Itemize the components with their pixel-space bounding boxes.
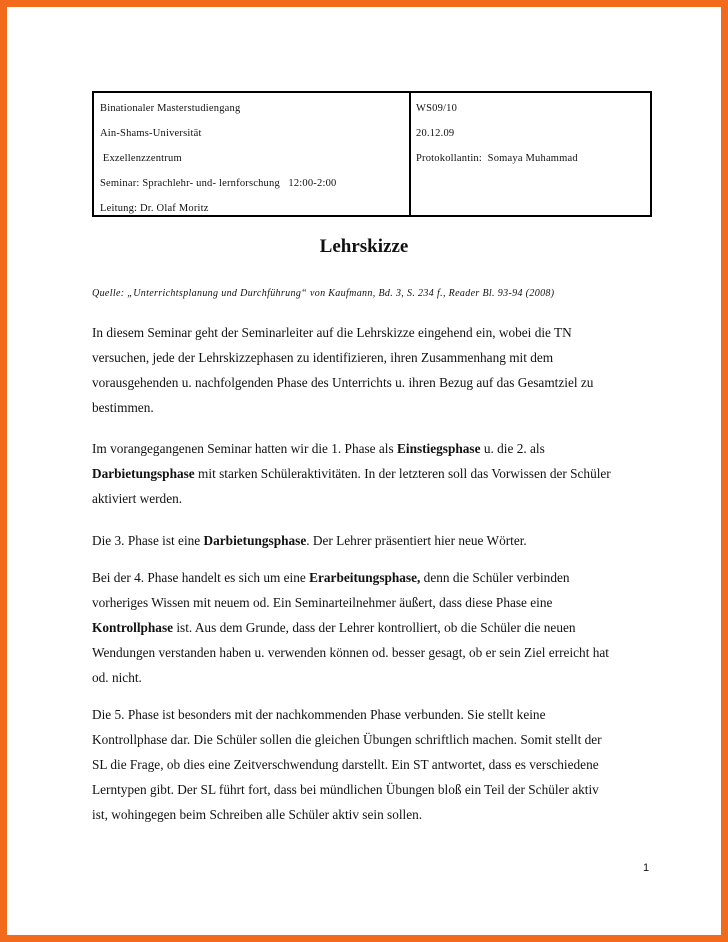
text-line (92, 395, 652, 420)
text-run: ist. Aus dem Grunde, dass der Lehrer kontrolliert, ob die Schüler die neuen (173, 620, 576, 635)
text-line (92, 565, 652, 590)
header-left-column (94, 93, 411, 215)
university-name: Ain-Shams-Universität (100, 128, 202, 139)
seminar-leader: Leitung: Dr. Olaf Moritz (100, 203, 209, 214)
text-run: denn die Schüler verbinden (420, 570, 570, 585)
text-line (92, 615, 652, 640)
text-run: Die 3. Phase ist eine (92, 533, 204, 548)
header-right-column (411, 93, 650, 215)
semester: WS09/10 (416, 103, 458, 114)
paragraph-2 (92, 436, 652, 511)
text-run: ist, wohingegen beim Schreiben alle Schüler aktiv sein sollen. (92, 807, 423, 822)
text-run: mit starken Schüleraktivitäten. In der letzteren soll das Vorwissen der Schüler (194, 466, 611, 481)
text-line (92, 702, 652, 727)
text-line (92, 320, 652, 345)
text-run: Im vorangegangenen Seminar hatten wir die 1. Phase als (92, 441, 397, 456)
bold-term: Darbietungsphase (203, 533, 307, 548)
text-run: Lerntypen gibt. Der SL führt fort, dass bei mündlichen Übungen bloß ein Teil der Schüler aktiv (92, 782, 599, 797)
page-number: 1 (643, 862, 650, 874)
paragraph-1 (92, 320, 652, 420)
paragraph-3 (92, 528, 652, 553)
text-line (92, 461, 652, 486)
bold-term: Erarbeitungsphase, (309, 570, 421, 585)
text-line (92, 370, 652, 395)
text-run: vorheriges Wissen mit neuem od. Ein Seminarteilnehmer äußert, dass diese Phase eine (92, 595, 553, 610)
text-run: Bei der 4. Phase handelt es sich um eine (92, 570, 310, 585)
program-name: Binationaler Masterstudiengang (100, 103, 241, 114)
text-line (92, 640, 652, 665)
text-run: In diesem Seminar geht der Seminarleiter auf die Lehrskizze eingehend ein, wobei die TN (92, 325, 572, 340)
text-run: bestimmen. (92, 400, 154, 415)
paragraph-5 (92, 702, 652, 827)
bold-term: Darbietungsphase (92, 466, 195, 481)
bold-term: Einstiegsphase (397, 441, 481, 456)
text-run: Wendungen verstanden haben u. verwenden können od. besser gesagt, ob er sein Ziel erreicht hat (92, 645, 609, 660)
date: 20.12.09 (416, 128, 455, 139)
source-citation: Quelle: „Unterrichtsplanung und Durchführung“ von Kaufmann, Bd. 3, S. 234 f., Reader Bl. 93-94 (2008) (92, 288, 555, 299)
text-run: od. nicht. (92, 670, 142, 685)
text-line (92, 777, 652, 802)
text-run: Die 5. Phase ist besonders mit der nachkommenden Phase verbunden. Sie stellt keine (92, 707, 546, 722)
paragraph-4 (92, 565, 652, 690)
text-run: vorausgehenden u. nachfolgenden Phase des Unterrichts u. ihren Bezug auf das Gesamtziel zu (92, 375, 594, 390)
document-title: Lehrskizze (319, 236, 409, 257)
text-run: u. die 2. als (480, 441, 545, 456)
text-line (92, 802, 652, 827)
text-line (92, 752, 652, 777)
text-line (92, 590, 652, 615)
text-run: . Der Lehrer präsentiert hier neue Wörter. (306, 533, 527, 548)
text-line (92, 436, 652, 461)
protocol-author: Protokollantin: Somaya Muhammad (416, 153, 578, 164)
text-line (92, 665, 652, 690)
text-run: Kontrollphase dar. Die Schüler sollen die gleichen Übungen schriftlich machen. Somit stellt der (92, 732, 602, 747)
header-table (92, 91, 652, 217)
text-line (92, 345, 652, 370)
text-run: SL die Frage, ob dies eine Zeitverschwendung darstellt. Ein ST antwortet, dass es verschiedene (92, 757, 599, 772)
center-name: Exzellenzzentrum (100, 153, 182, 164)
seminar-info: Seminar: Sprachlehr- und- lernforschung 12:00-2:00 (100, 178, 337, 189)
text-run: versuchen, jede der Lehrskizzephasen zu identifizieren, ihren Zusammenhang mit dem (92, 350, 554, 365)
text-run: aktiviert werden. (92, 491, 183, 506)
bold-term: Kontrollphase (92, 620, 174, 635)
text-line (92, 727, 652, 752)
text-line (92, 528, 652, 553)
text-line (92, 486, 652, 511)
